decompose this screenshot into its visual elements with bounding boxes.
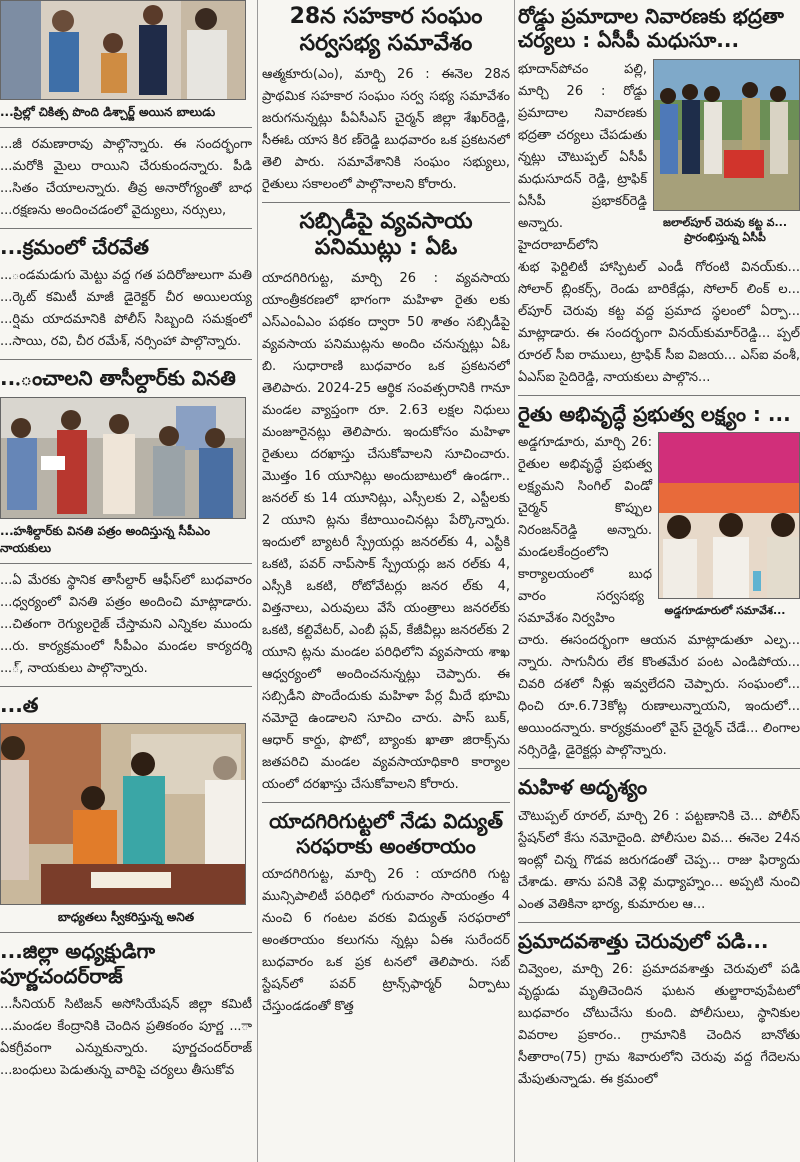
headline: 28న సహకార సంఘం సర్వసభ్య సమావేశం: [289, 4, 483, 56]
photo-caption: జలాల్‌పూర్ చెరువు కట్ట వ... ప్రారంభిస్తున్న ఏసీపీ: [662, 215, 788, 244]
divider: [0, 359, 252, 360]
divider: [0, 686, 252, 687]
photo-pacs-meeting: [658, 432, 800, 599]
photo-caption: ...హశీల్దార్‌కు వినతి పత్రం అందిస్తున్న సీపీఎం నాయకులు: [0, 523, 211, 555]
column-divider: [257, 0, 258, 1162]
column-middle: [262, 0, 510, 1162]
article-text: చారు. ఈసందర్భంగా ఆయన మాట్లాడుతూ ఎల్ప... న్నారు. సాగునీరు లేక కొంతమేర పంట ఎండిపోయ... చివరి దశలో నీళ్లు ఇవ్వలేదని చెప్పారు. సంఘంలో... ధించి రూ.6.73కోట్ల రుణాలున్నాయని, ఇందులో... అయిందన్నారు. కార్యక్రమంలో వైస్ చైర్మన్ చేడే... లింగాల నర్సిరెడ్డి, డైరెక్టర్లు పాల్గొన్నారు.: [518, 633, 800, 759]
headline: ...ంచాలని తాసీల్దార్‌కు వినతి: [0, 366, 236, 391]
article-text: చివ్వెంల, మార్చి 26: ప్రమాదవశాత్తు చెరువులో పడి వృద్ధుడు మృతిచెందిన ఘటన తుల్జారావుపేటలో బుధవారం చోటుచేసు కుంది. పోలీసులు, స్థానికుల వివరాల ప్రకారం.. గ్రామానికి చెందిన బానోతు సీతారాం(75) గ్రామ శివారులోని చెరువు వద్ద గేదెలను మేపుతున్నాడు. ఈ క్రమంలో: [518, 961, 800, 1087]
article-text: చౌటుప్పల్ రూరల్, మార్చి 26 : పట్టణానికి చె... పోలీస్ స్టేషన్‌లో కేసు నమోదైంది. పోలీసుల వివ... ఈనెల 24న ఇంట్లో చిన్న గొడవ జరుగడంతో చెప్ప... రాజు ఫిర్యాదు చేశాడు. తాను పనికి వెళ్లి మధ్యాహ్నం... అప్పటి నుంచి ఎంత వెతికినా భార్య, కుమారుల ఆ...: [518, 808, 800, 912]
column-divider: [514, 0, 515, 1162]
photo-acp-barricades: [653, 59, 800, 211]
headline: ...జిల్లా అధ్యక్షుడిగా పూర్ణచందర్‌రాజ్: [0, 939, 156, 988]
divider: [0, 127, 252, 128]
headline: రోడ్డు ప్రమాదాల నివారణకు భద్రతా చర్యలు : ఏసీపీ మధుసూ...: [518, 4, 784, 53]
photo-caption: బాధ్యతలు స్వీకరిస్తున్న అనిత: [57, 910, 195, 925]
photo-caption: అడ్డగూడూరులో సమావేశ...: [664, 604, 786, 618]
photo-boy-discharged: [0, 0, 246, 100]
photo-anitha-charge: [0, 723, 246, 905]
photo-cpm-petition: [0, 397, 246, 519]
article-text: ...సీనియర్ సిటిజన్ అసోసియేషన్ జిల్లా కమిటీ ...మండల కేంద్రానికి చెందిన ప్రతికంఠం పూర్ణ ...ా ఏకగ్రీవంగా ఎన్నుకున్నారు. పూర్ణచందర్‌రాజ్ ...బంధులు పెడుతున్న వారిపై చర్యలు తీసుకోవ: [0, 996, 252, 1078]
headline: ప్రమాదవశాత్తు చెరువులో పడి...: [518, 928, 769, 953]
headline: రైతు అభివృద్ధే ప్రభుత్వ లక్ష్యం : ...: [518, 401, 791, 426]
headline: యాదగిరిగుట్టలో నేడు విద్యుత్ సరఫరాకు అంతరాయం: [269, 809, 503, 858]
article-text: భూదాన్‌పోచం పల్లి, మార్చి 26 : రోడ్డు ప్రమాదాల నివారణకు భద్రతా చర్యలు చేపడుతు న్నట్లు చౌటుప్పల్ ఏసీపీ మధుసూదన్ రెడ్డి, ట్రాఫిక్ ఏసీపీ ప్రభాకర్‌రెడ్డి అన్నారు. హైదరాబాద్‌లోని: [518, 61, 647, 253]
headline: మహిళ అదృశ్యం: [518, 775, 648, 800]
article-text: అడ్డగూడూరు, మార్చి 26: రైతుల అభివృద్ధే ప్రభుత్వ లక్ష్యమని సింగిల్ విండో చైర్మన్ కొప్పుల నిరంజన్‌రెడ్డి అన్నారు. మండలకేంద్రంలోని కార్యాలయంలో బుధ వారం సర్వసభ్య సమావేశం నిర్వహిం: [518, 435, 652, 627]
column-right: [518, 0, 800, 1162]
divider: [518, 395, 800, 396]
divider: [518, 922, 800, 923]
divider: [262, 802, 510, 803]
divider: [0, 932, 252, 933]
article-text: శుభ ఫెర్టిలిటీ హాస్పిటల్ ఎండీ గోరంటి వినయ్‌కు... సోలార్ బ్లింకర్స్, రెండు బారికేడ్లు, సోలార్ లింక్ ల... ల్‌పూర్ చెరువు కట్ట వద్ద ప్రమాద స్థలంలో ఏర్పా... మాట్లాడారు. ఈ సందర్భంగా వినయ్‌కుమార్‌రెడ్డి... ప్పల్ రూరల్ సీఐ రాములు, ట్రాఫిక్ సీఐ విజయ... ఎస్ఐ వంశీ, ఏఎస్ఐ సైదిరెడ్డి, నాయకులు పాల్గొన...: [518, 259, 800, 385]
divider: [0, 228, 252, 229]
divider: [262, 202, 510, 203]
divider: [0, 563, 252, 564]
article-text: యాదగిరిగుట్ట, మార్చి 26 : యాదగిరి గుట్ట మున్సిపాలిటీ పరిధిలో గురువారం సాయంత్రం 4 నుంచి 6 గంటల వరకు విద్యుత్ సరఫరాలో అంతరాయం కలుగను న్నట్లు ఏఈ సురేందర్ బుధవారం ఒక ప్రక టనలో తెలిపారు. సబ్ స్టేషన్‌లో పవర్ ట్రాన్స్‌ఫార్మర్ ఏర్పాటు చేస్తుండడంతో కొత్త: [262, 867, 510, 1015]
article-text: ఆత్మకూరు(ఎం), మార్చి 26 : ఈనెల 28న ప్రాథమిక సహకార సంఘం సర్వ సభ్య సమావేశం జరుగనున్నట్లు పీఏసీఎస్ చైర్మన్ జిల్లా శేఖర్‌రెడ్డి, సీఈఓ యాస కిర ణ్‌రెడ్డి బుధవారం ఒక ప్రకటనలో తెలి పారు. సమావేశానికి సంఘం సభ్యులు, రైతులు సకాలంలో పాల్గొనాలని కోరారు.: [262, 66, 510, 192]
headline: ...త: [0, 692, 39, 717]
headline: ...క్రమంలో చేరవేత: [0, 235, 149, 259]
photo-caption-top: ...ప్రిల్లో చికిత్స పొంది డిశ్చార్జ్ అయిన బాలుడు: [0, 105, 216, 119]
article-text: యాదగిరిగుట్ట, మార్చి 26 : వ్యవసాయ యాంత్రీకరణలో భాగంగా మహిళా రైతు లకు ఎస్ఎంఏఎం పథకం ద్వారా 50 శాతం సబ్సిడీపై వ్యవసాయ పనిముట్లను అందిం చనున్నట్లు ఏఓ బి. సుధారాణి బుధవారం ఒక ప్రకటనలో తెలిపారు. 2024-25 ఆర్థిక సంవత్సరానికి గానూ మండల వ్యాప్తంగా రూ. 2.63 లక్షల నిధులు మంజూరైనట్లు తెలిపారు. ఇందుకోసం మహిళా రైతులు దరఖాస్తు చేసుకోవాలని సూచించారు. మొత్తం 16 యూనిట్లు అందుబాటులో ఉండగా.. జనరల్ కు 14 యూనిట్లు, ఎస్సీలకు 2, ఎస్టీలకు 2 యూని ట్లను కేటాయించినట్లు పేర్కొన్నారు. ఇందులో బ్యాటరీ స్ప్రేయర్లు జనరల్‌కు 4, ఎస్టీకి ఒకటి, పవర్ నాప్‌సాక్ స్ప్రేయర్లు జన రల్‌కు 4, ఎస్సీకి ఒకటి, రోటోవేటర్లు జనర ల్‌కు 4, విత్తనాలు, ఎరువులు వేసే యంత్రాలు జనరల్‌కు ఒకటి, కల్టివేటర్, ఎంబీ ప్లవ్, కేజీవీల్లు జనరల్‌కు 2 యూని ట్లను మండల పరిధిలోని వ్యవసాయ శాఖ ఆధ్వర్యంలో అందించనున్నట్లు చెప్పారు. ఈ సబ్సిడీని పొందేందుకు మహిళా పేర్ల మీదే భూమి నమోదై ఉండాలని సూచిం చారు. పాస్ బుక్, ఆధార్ కార్డు, ఫొటో, బ్యాంకు ఖాతా జిరాక్స్‌ను జతపరిచి మండల వ్యవసాయాధికారి కార్యాల యంలో దరఖాస్తు చేసుకోవాలని కోరారు.: [262, 271, 510, 793]
headline: సబ్సిడీపై వ్యవసాయ పనిముట్లు : ఏఓ: [299, 208, 473, 261]
article-text: ...ండమడుగు మెట్టు వద్ద గత పదిరోజులుగా మతి ...ర్కెట్ కమిటీ మాజీ డైరెక్టర్ చీర అయిలయ్య ...ర్షిమ యాదమానికి పోలీస్ సిబ్బంది సమక్షంలో ...సాయి, రవి, చీర రమేశ్, నర్సింహా పాల్గొన్నారు.: [0, 268, 252, 350]
column-left: [0, 0, 252, 1162]
article-text: ...జీ రమణారావు పాల్గొన్నారు. ఈ సందర్భంగా ...మరోకి మైలు రాయిని చేరుకుందన్నారు. పీడి ...సితం చేయాలన్నారు. తీవ్ర అనారోగ్యంతో బాధ ...రక్షణను అందించడంలో వైద్యులు, నర్సులు,: [0, 137, 252, 218]
article-text: ...ఏ మేరకు స్థానిక తాసీల్దార్ ఆఫీస్‌లో బుధవారం ...ధ్వర్యంలో వినతి పత్రం అందించి మాట్లాడారు. ...చితంగా రెగ్యులరైజ్ చేస్తామని ఎన్నికల ముందు ...రు. కార్యక్రమంలో సీపీఎం మండల కార్యదర్శి ...్, నాయకులు పాల్గొన్నారు.: [0, 572, 252, 676]
divider: [518, 768, 800, 769]
